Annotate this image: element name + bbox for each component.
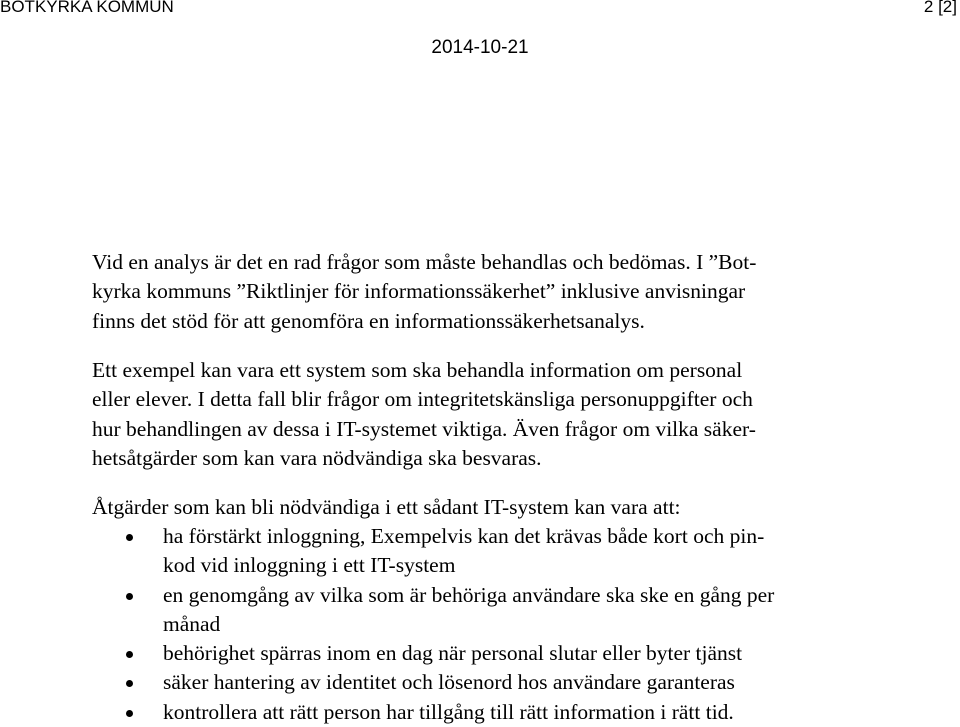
text-line: Åtgärder som kan bli nödvändiga i ett sådant IT-system kan vara att: — [92, 495, 681, 519]
text-line: Vid en analys är det en rad frågor som måste behandlas och bedömas. I ”Bot- — [92, 250, 757, 274]
bullet-icon — [126, 680, 133, 687]
list-item — [92, 698, 852, 727]
text-line: hur behandlingen av dessa i IT-systemet viktiga. Även frågor om vilka säker- — [92, 416, 756, 441]
paragraph-example — [92, 356, 852, 473]
text-line: eller elever. I detta fall blir frågor om integritetskänsliga personuppgifter och — [92, 387, 753, 412]
list-item — [92, 668, 852, 697]
bullet-icon — [126, 534, 133, 541]
measures-list — [92, 522, 852, 727]
text-line: månad — [163, 611, 221, 636]
text-line: hetsåtgärder som kan vara nödvändiga ska besvaras. — [92, 445, 542, 470]
list-item — [92, 581, 852, 640]
bullet-icon — [126, 651, 133, 658]
page-number: 2 [2] — [923, 0, 957, 16]
paragraph-measures-intro — [92, 493, 852, 522]
paragraph-analysis — [92, 248, 852, 336]
bullet-icon — [126, 593, 133, 600]
text-line: kontrollera att rätt person har tillgång till rätt information i rätt tid. — [163, 699, 734, 724]
text-line: kod vid inloggning i ett IT-system — [163, 553, 456, 578]
bullet-icon — [126, 710, 133, 717]
text-line: behörighet spärras inom en dag när personal slutar eller byter tjänst — [163, 641, 743, 666]
document-date: 2014-10-21 — [431, 37, 529, 58]
text-line: Ett exempel kan vara ett system som ska behandla information om personal — [92, 358, 743, 382]
text-line: finns det stöd för att genomföra en informationssäkerhetsanalys. — [92, 308, 645, 333]
text-line: ha förstärkt inloggning, Exempelvis kan det krävas både kort och pin- — [163, 524, 765, 548]
text-line: en genomgång av vilka som är behöriga användare ska ske en gång per — [163, 582, 775, 607]
text-line: säker hantering av identitet och lösenord hos användare garanteras — [163, 670, 735, 695]
list-item — [92, 639, 852, 668]
organization-name: BOTKYRKA KOMMUN — [0, 0, 174, 16]
list-item — [92, 522, 852, 581]
text-line: kyrka kommuns ”Riktlinjer för informationssäkerhet” inklusive anvisningar — [92, 279, 746, 304]
